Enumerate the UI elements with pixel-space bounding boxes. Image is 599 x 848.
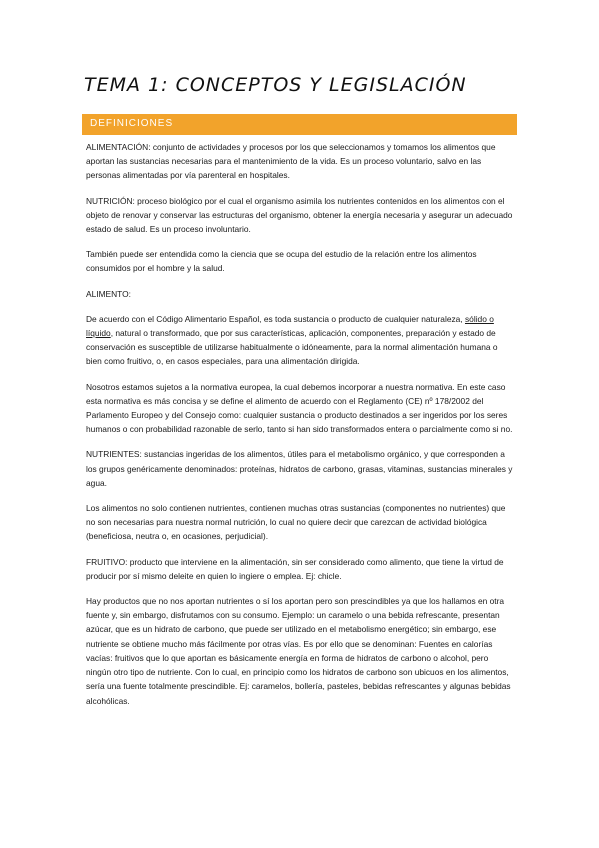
paragraph-nutrientes: NUTRIENTES: sustancias ingeridas de los alimentos, útiles para el metabolismo orgánico, y que corresponden a los grupos genéricamente denominados: proteínas, hidratos de carbono, grasas, vitaminas, sustancias minerales y agua. [86,449,513,488]
paragraph-componentes-no-nutrientes: Los alimentos no solo contienen nutrientes, contienen muchas otras sustancias (componentes no nutrientes) que no son necesarias para nuestra normal nutrición, lo cual no quiere decir que carezcan de actividad biológica (beneficiosa, neutra o, en ocasiones, perjudicial). [86,503,506,542]
paragraph-alimento-part-2: , natural o transformado, que por sus características, aplicación, componentes, preparación y estado de conservación es susceptible de utilizarse habitualmente o idóneamente, para la normal alimentación humana o bien como fruitivo, o, en casos especiales, para una alimentación dirigida. [86,328,498,367]
paragraph-alimento-heading: ALIMENTO: [86,288,131,299]
section-header-label: DEFINICIONES [90,118,174,129]
paragraph-normativa-europea: Nosotros estamos sujetos a la normativa europea, la cual debemos incorporar a nuestra normativa. En este caso esta normativa es más concisa y se define el alimento de acuerdo con el Reglamento (CE) nº 178/2002 del Parlamento Europeo y del Consejo como: cualquier sustancia o producto destinados a ser ingeridos por los seres humanos o con probabilidad razonable de serlo, tanto si han sido transformados entera o parcialmente como si no. [86,381,513,435]
paragraph-fruitivo: FRUITIVO: producto que interviene en la alimentación, sin ser considerado como alimento, que tiene la virtud de producir por sí mismo deleite en quien lo ingiere o emplea. Ej: chicle. [86,556,504,581]
document-body [86,140,514,719]
paragraph-nutricion: NUTRICIÓN: proceso biológico por el cual el organismo asimila los nutrientes contenidos en los alimentos con el objeto de renovar y conservar las estructuras del organismo, obtener la energía necesaria y asegurar un adecuado estado de salud. Es un proceso involuntario. [86,195,513,235]
paragraph-alimento-part-1: De acuerdo con el Código Alimentario Español, es toda sustancia o producto de cualquier naturaleza, [86,313,463,324]
paragraph-alimentacion: ALIMENTACIÓN: conjunto de actividades y procesos por los que seleccionamos y tomamos los alimentos que aportan las sustancias necesarias para el mantenimiento de la vida. Es un proceso voluntario, salvo en las personas alimentadas por vía parenteral en hospitales. [86,142,496,181]
underlined-term: sólido o líquido [86,313,494,339]
paragraph-alimento-definicion [86,312,514,369]
section-header-bar [82,114,517,135]
paragraph-calorias-vacias: Hay productos que no nos aportan nutrientes o sí los aportan pero son prescindibles ya que los hallamos en otra fuente y, sin embargo, disfrutamos con su consumo. Ejemplo: un caramelo o una bebida refrescante, presentan azúcar, que es un hidrato de carbono, que puede ser utilizado en el metabolismo energético; sin embargo, ese nutriente se obtiene mucho más fácilmente por otras vías. Es por ello que se denominan: Fuentes en calorías vacías: fruitivos que lo que aportan es básicamente energía en forma de hidratos de carbono o alcohol, pero ningún otro tipo de nutriente. Con lo cual, en principio como los hidratos de carbono son ubicuos en los alimentos, sería una fuente totalmente prescindible. Ej: caramelos, bollería, pasteles, bebidas refrescantes y algunas bebidas alcohólicas. [86,596,511,706]
page-title: TEMA 1: CONCEPTOS Y LEGISLACIÓN [84,74,467,96]
paragraph-nutricion-ciencia: También puede ser entendida como la ciencia que se ocupa del estudio de la relación entre los alimentos consumidos por el hombre y la salud. [86,249,477,274]
